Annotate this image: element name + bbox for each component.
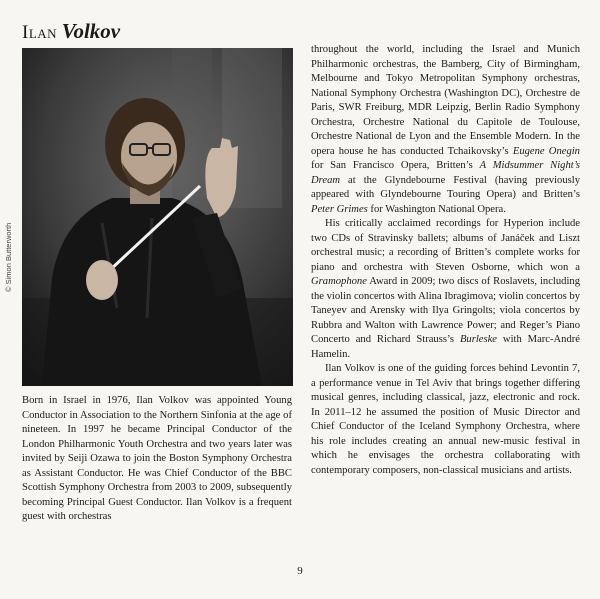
conductor-photo <box>22 48 293 386</box>
text-run: for Washington National Opera. <box>367 203 506 215</box>
work-title: Eugene Onegin <box>512 145 580 157</box>
page-title <box>22 20 120 44</box>
text-run: Award in 2009; two discs of Roslavets, including the violin concertos with Alina Ibragimova; violin concertos by Taneyev and Arensky with Ilya Gringolts; viola concertos by Rubbra and Walton with Lawrence Power; and Reger’s Piano Concerto and Richard Strauss’s <box>311 276 580 345</box>
text-run: for San Francisco Opera, Britten’s <box>311 160 480 171</box>
biography-right-column <box>311 43 580 478</box>
biography-paragraph <box>311 43 580 217</box>
work-title: Burleske <box>459 334 498 345</box>
text-run: with Marc-André Hamelin. <box>311 334 580 360</box>
biography-paragraph: Ilan Volkov is one of the guiding forces behind Levontin 7, a performance venue in Tel Aviv that brings together differing musical genres, including classical, jazz, electronic and rock. In 2011–12 he assumed the position of Music Director and Chief Conductor of the Iceland Symphony Orchestra, where his role includes creating an annual new-music festival in which he envisages the orchestra collaborating with contemporary composers, non-classical musicians and artists. <box>311 363 580 476</box>
work-title: A Midsummer Night’s Dream <box>311 160 580 186</box>
title-family-name: Volkov <box>61 19 121 43</box>
biography-left-column <box>22 394 292 525</box>
conductor-photo-illustration <box>22 48 293 386</box>
page-number: 9 <box>297 565 303 577</box>
title-given-name: Ilan <box>22 22 58 43</box>
biography-paragraph: Born in Israel in 1976, Ilan Volkov was appointed Young Conductor in Association to the Northern Sinfonia at the age of nineteen. In 1997 he became Principal Conductor of the London Philharmonic Youth Orchestra and two years later was invited by Seiji Ozawa to join the Boston Symphony Orchestra as Assistant Conductor. He was Chief Conductor of the BBC Scottish Symphony Orchestra from 2003 to 2009, subsequently becoming Principal Guest Conductor. Ilan Volkov is a frequent guest with orchestras <box>22 395 292 522</box>
photo-credit: © Simon Butterworth <box>4 222 13 292</box>
text-run: at the Glyndebourne Festival (having previously appeared with Glyndebourne Touring Opera) and Britten’s <box>311 174 580 200</box>
work-title: Peter Grimes <box>311 203 368 215</box>
biography-paragraph <box>311 217 580 362</box>
publication-title: Gramophone <box>311 276 367 287</box>
text-run: His critically acclaimed recordings for Hyperion include two CDs of Stravinsky ballets; albums of Janáček and Liszt orchestral music; a recording of Britten’s complete works for piano and orchestra with Steven Osborne, which won a <box>311 218 580 273</box>
text-run: throughout the world, including the Israel and Munich Philharmonic orchestras, the Bamberg, City of Birmingham, Melbourne and Tokyo Metropolitan Symphony orchestras, National Symphony Orchestra (Washington DC), Orchestre de Paris, SWR Freiburg, MDR Leipzig, Berlin Radio Symphony Orchestra, Orchestre National du Capitole de Toulouse, Orchestre National de Lyon and the Ensemble Modern. In the opera house he has conducted Tchaikovsky’s <box>311 44 580 157</box>
